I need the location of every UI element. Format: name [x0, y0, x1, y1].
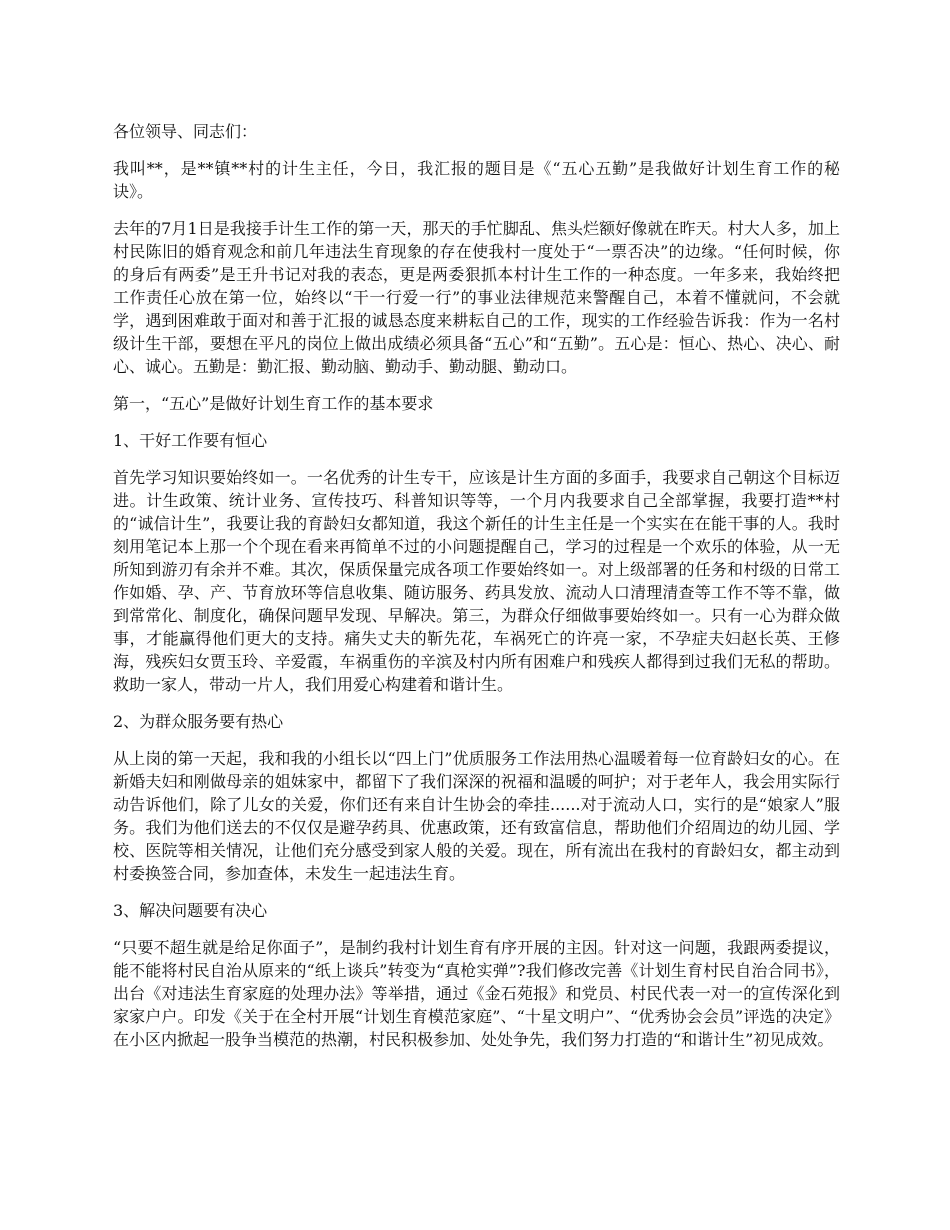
body-paragraph-2: 从上岗的第一天起，我和我的小组长以“四上门”优质服务工作法用热心温暖着每一位育龄妇女的心。在新婚夫妇和刚做母亲的姐妹家中，都留下了我们深深的祝福和温暖的呵护；对于老年人，我会用实际行动告诉他们，除了儿女的关爱，你们还有来自计生协会的牵挂......对于流动人口，实行的是“娘家人”服务。我们为他们送去的不仅仅是避孕药具、优惠政策，还有致富信息，帮助他们介绍周边的幼儿园、学校、医院等相关情况，让他们充分感受到家人般的关爱。现在，所有流出在我村的育龄妇女，都主动到村委换签合同，参加查体，未发生一起违法生育。 [113, 749, 840, 883]
salutation: 各位领导、同志们： [113, 122, 258, 141]
document-body [113, 120, 840, 1051]
subheading-2: 2、为群众服务要有热心 [113, 712, 284, 731]
intro-paragraph: 我叫**，是**镇**村的计生主任，今日，我汇报的题目是《“五心五勤”是我做好计划生育工作的秘诀》。 [113, 159, 840, 201]
subheading-3: 3、解决问题要有决心 [113, 901, 268, 920]
background-paragraph: 去年的7月1日是我接手计生工作的第一天，那天的手忙脚乱、焦头烂额好像就在昨天。村大人多，加上村民陈旧的婚育观念和前几年违法生育现象的存在使我村一度处于“一票否决”的边缘。“任何时候，你的身后有两委”是王升书记对我的表态，更是两委狠抓本村计生工作的一种态度。一年多来，我始终把工作责任心放在第一位，始终以“干一行爱一行”的事业法律规范来警醒自己，本着不懂就问，不会就学，遇到困难敢于面对和善于汇报的诚恳态度来耕耘自己的工作，现实的工作经验告诉我：作为一名村级计生干部，要想在平凡的岗位上做出成绩必须具备“五心”和“五勤”。五心是：恒心、热心、决心、耐心、诚心。五勤是：勤汇报、勤动脑、勤动手、勤动腿、勤动口。 [113, 219, 840, 376]
body-paragraph-3: “只要不超生就是给足你面子”，是制约我村计划生育有序开展的主因。针对这一问题，我跟两委提议，能不能将村民自治从原来的“纸上谈兵”转变为“真枪实弹”?我们修改完善《计划生育村民自治合同书》，出台《对违法生育家庭的处理办法》等举措，通过《金石苑报》和党员、村民代表一对一的宣传深化到家家户户。印发《关于在全村开展“计划生育模范家庭”、“十星文明户”、“优秀协会会员”评选的决定》在小区内掀起一股争当模范的热潮，村民积极参加、处处争先，我们努力打造的“和谐计生”初见成效。 [113, 938, 840, 1049]
body-paragraph-1: 首先学习知识要始终如一。一名优秀的计生专干，应该是计生方面的多面手，我要求自己朝这个目标迈进。计生政策、统计业务、宣传技巧、科普知识等等，一个月内我要求自己全部掌握，我要打造**村的“诚信计生”，我要让我的育龄妇女都知道，我这个新任的计生主任是一个实实在在能干事的人。我时刻用笔记本上那一个个现在看来再简单不过的小问题提醒自己，学习的过程是一个欢乐的体验，从一无所知到游刃有余并不难。其次，保质保量完成各项工作要始终如一。对上级部署的任务和村级的日常工作如婚、孕、产、节育放环等信息收集、随访服务、药具发放、流动人口清理清查等工作不等不靠，做到常常化、制度化，确保问题早发现、早解决。第三，为群众仔细做事要始终如一。只有一心为群众做事，才能赢得他们更大的支持。痛失丈夫的靳先花，车祸死亡的许亮一家，不孕症夫妇赵长英、王修海，残疾妇女贾玉玲、辛爱霞，车祸重伤的辛滨及村内所有困难户和残疾人都得到过我们无私的帮助。救助一家人，带动一片人，我们用爱心构建着和谐计生。 [113, 468, 840, 694]
subheading-1: 1、干好工作要有恒心 [113, 431, 268, 450]
section-heading: 第一，“五心”是做好计划生育工作的基本要求 [113, 394, 434, 413]
